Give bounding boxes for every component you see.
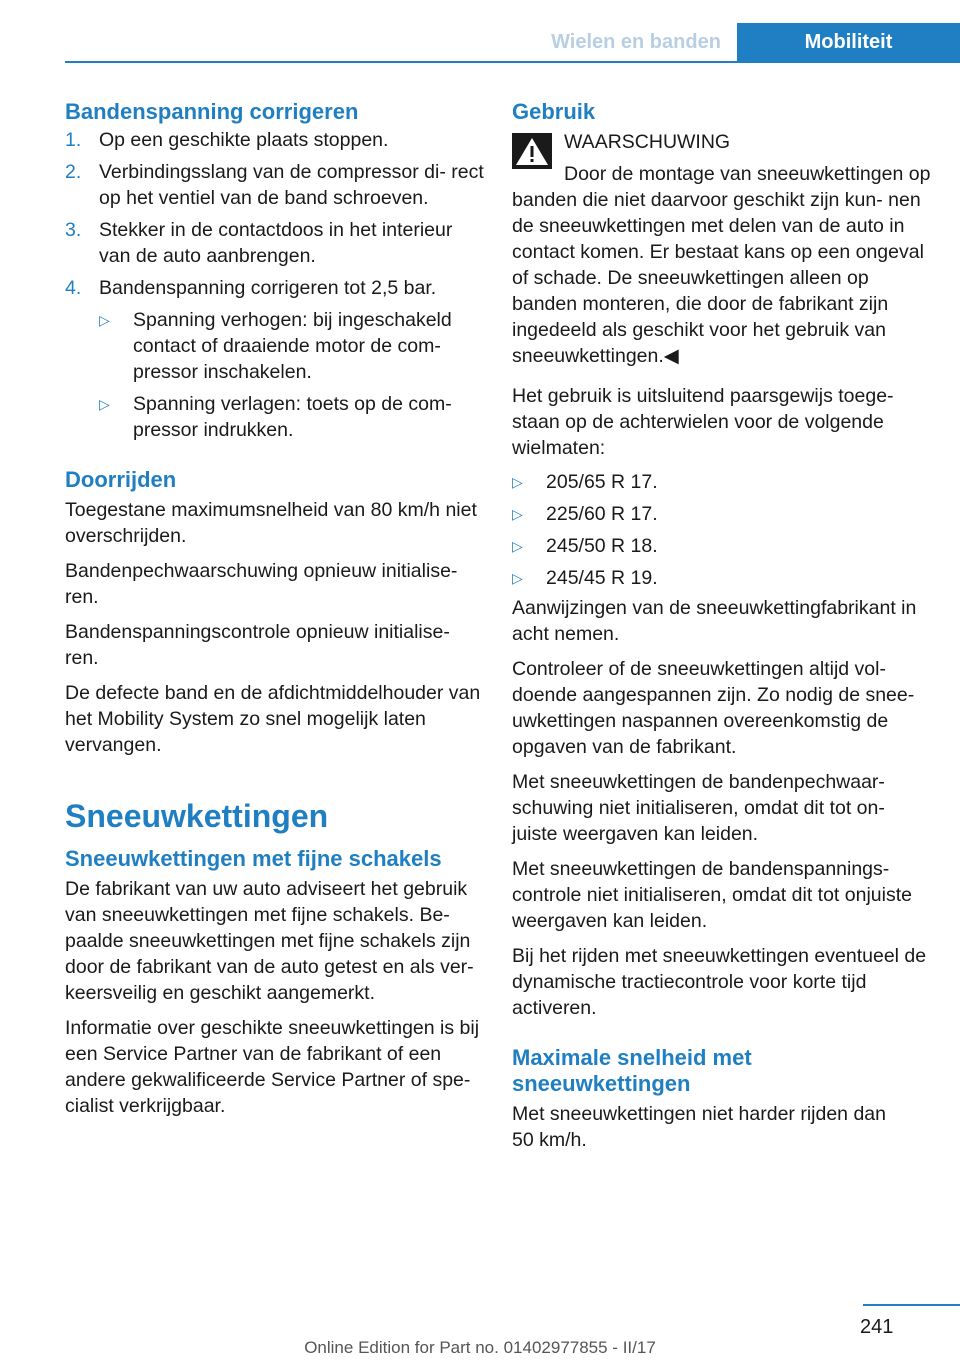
left-column [65, 99, 485, 1119]
size-item [512, 565, 932, 591]
paragraph: Bandenspanningscontrole opnieuw initialise‐ ren. [65, 621, 450, 669]
paragraph: Bij het rijden met sneeuwkettingen eventueel de dynamische tractiecontrole voor korte tijd activeren. [512, 945, 927, 1019]
paragraph: De defecte band en de afdichtmiddelhouder van het Mobility System zo snel mogelijk laten vervangen. [65, 682, 481, 756]
paragraph: Het gebruik is uitsluitend paarsgewijs toege‐ staan op de achterwielen voor de volgende wielmaten: [512, 385, 894, 459]
heading-maximale-snelheid: Maximale snelheid met sneeuwkettingen [512, 1045, 752, 1096]
triangle-right-icon: ▷ [99, 312, 110, 328]
heading-sneeuwkettingen: Sneeuwkettingen [65, 798, 329, 834]
paragraph: Controleer of de sneeuwkettingen altijd vol‐ doende aangespannen zijn. Zo nodig de snee‐ uwkettingen naspannen overeenkomstig de opgaven van de fabrikant. [512, 658, 915, 758]
size-item [512, 469, 932, 495]
paragraph: Informatie over geschikte sneeuwkettingen is bij een Service Partner van de fabrikant of een andere gekwalificeerde Service Partner of spe‐ cialist verkrijgbaar. [65, 1017, 480, 1117]
step-text: Bandenspanning corrigeren tot 2,5 bar. [99, 277, 437, 299]
substep-text: Spanning verlagen: toets op de com‐ pressor indrukken. [133, 393, 452, 441]
page-number: 241 [860, 1316, 894, 1338]
step-number: 2. [65, 161, 82, 183]
triangle-right-icon: ▷ [512, 538, 523, 554]
size-text: 245/50 R 18. [546, 535, 658, 557]
substep-text: Spanning verhogen: bij ingeschakeld contact of draaiende motor de com‐ pressor inschakelen. [133, 309, 452, 383]
right-column [512, 99, 932, 1153]
heading-gebruik: Gebruik [512, 99, 596, 124]
paragraph: Aanwijzingen van de sneeuwkettingfabrikant in acht nemen. [512, 597, 917, 645]
warning-triangle-icon [512, 133, 552, 169]
paragraph: Toegestane maximumsnelheid van 80 km/h niet overschrijden. [65, 499, 477, 547]
step-item [65, 217, 485, 269]
header-section-tab[interactable]: Mobiliteit [737, 23, 960, 62]
paragraph: Met sneeuwkettingen niet harder rijden dan 50 km/h. [512, 1103, 886, 1151]
size-text: 205/65 R 17. [546, 471, 658, 493]
step-text: Stekker in de contactdoos in het interieur van de auto aanbrengen. [99, 219, 453, 267]
warning-block [512, 129, 932, 155]
size-text: 225/60 R 17. [546, 503, 658, 525]
step-number: 1. [65, 129, 82, 151]
size-text: 245/45 R 19. [546, 567, 658, 589]
warning-text: Door de montage van sneeuwkettingen op banden die niet daarvoor geschikt zijn kun‐ nen de sneeuwkettingen met delen van de auto in contact komen. Er bestaat kans op een ongeval of schade. De sneeuwkettingen alleen op banden monteren, die door de fabrikant zijn ingedeeld als geschikt voor het gebruik van sneeuwkettingen.◀ [512, 163, 931, 367]
header-rule [65, 61, 960, 63]
size-item [512, 533, 932, 559]
step-item [65, 159, 485, 211]
paragraph: De fabrikant van uw auto adviseert het gebruik van sneeuwkettingen met fijne schakels. Be‐ paalde sneeuwkettingen met fijne schakels zijn door de fabrikant van de auto getest en als ver‐ keersveilig en geschikt aangemerkt. [65, 878, 474, 1004]
paragraph: Met sneeuwkettingen de bandenpechwaar‐ schuwing niet initialiseren, omdat dit tot on‐ juiste weergaven kan leiden. [512, 771, 885, 845]
substep-item [65, 391, 485, 443]
substep-item [65, 307, 485, 385]
paragraph: Bandenpechwaarschuwing opnieuw initialise‐ ren. [65, 560, 458, 608]
step-number: 3. [65, 219, 82, 241]
step-item [65, 127, 485, 153]
paragraph: Met sneeuwkettingen de bandenspannings‐ controle niet initialiseren, omdat dit tot onjuiste weergaven kan leiden. [512, 858, 912, 932]
triangle-right-icon: ▷ [512, 474, 523, 490]
triangle-right-icon: ▷ [512, 570, 523, 586]
heading-bandenspanning: Bandenspanning corrigeren [65, 99, 359, 124]
header-chapter-tab[interactable]: Wielen en banden [551, 31, 721, 53]
step-text: Verbindingsslang van de compressor di‐ rect op het ventiel van de band schroeven. [99, 161, 484, 209]
step-item [65, 275, 485, 301]
heading-fijne-schakels: Sneeuwkettingen met fijne schakels [65, 846, 442, 871]
footer-rule [863, 1304, 960, 1306]
step-text: Op een geschikte plaats stoppen. [99, 129, 389, 151]
step-number: 4. [65, 277, 82, 299]
triangle-right-icon: ▷ [512, 506, 523, 522]
size-item [512, 501, 932, 527]
warning-title: WAARSCHUWING [564, 131, 731, 153]
triangle-right-icon: ▷ [99, 396, 110, 412]
heading-doorrijden: Doorrijden [65, 467, 177, 492]
edition-note: Online Edition for Part no. 01402977855 - II/17 [304, 1338, 656, 1357]
